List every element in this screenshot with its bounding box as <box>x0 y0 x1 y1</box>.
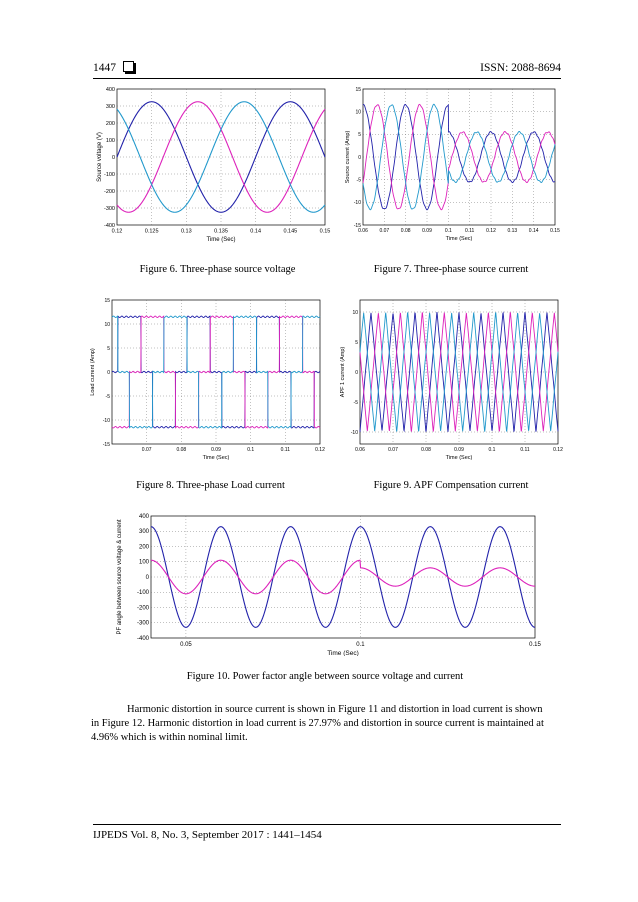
y-axis-label: Source voltage (V) <box>97 132 103 182</box>
x-tick-label: 0.135 <box>214 228 228 235</box>
y-tick-label: 400 <box>138 513 149 520</box>
y-tick-label: 100 <box>138 559 149 566</box>
x-tick-label: 0.1 <box>444 228 452 234</box>
y-axis-label: Load current (Amp) <box>90 348 96 396</box>
y-tick-label: 200 <box>138 544 149 551</box>
figure-10-chart <box>115 510 550 656</box>
y-tick-label: -5 <box>356 177 361 184</box>
y-tick-label: -300 <box>136 620 149 627</box>
y-tick-label: 10 <box>352 309 358 316</box>
plot-area <box>117 89 325 225</box>
x-tick-label: 0.09 <box>422 228 432 234</box>
x-tick-label: 0.06 <box>358 228 368 234</box>
paragraph-line-3: 4.96% which is within nominal limit. <box>91 732 248 743</box>
x-axis-label: Time (Sec) <box>445 455 473 461</box>
x-tick-label: 0.11 <box>280 447 291 453</box>
footer-rule <box>93 824 561 825</box>
x-tick-label: 0.07 <box>141 447 152 453</box>
y-tick-label: -200 <box>136 605 149 612</box>
y-tick-label: 0 <box>111 154 115 161</box>
y-tick-label: 0 <box>145 574 149 581</box>
x-tick-label: 0.1 <box>247 447 255 453</box>
y-tick-label: -5 <box>353 399 358 406</box>
y-tick-label: 5 <box>358 132 361 139</box>
y-tick-label: -200 <box>103 188 115 195</box>
x-tick-label: 0.12 <box>486 228 496 234</box>
paragraph-line-1: Harmonic distortion in source current is shown in Figure 11 and distortion in load current is shown <box>127 704 543 715</box>
figure-6-chart <box>95 87 335 247</box>
y-tick-label: -10 <box>102 417 110 424</box>
x-tick-label: 0.1 <box>488 447 496 453</box>
y-tick-label: 15 <box>104 297 110 304</box>
y-tick-label: 400 <box>105 87 115 93</box>
x-tick-label: 0.12 <box>111 228 123 235</box>
y-tick-label: 5 <box>107 345 110 352</box>
x-axis-label: Time (Sec) <box>202 455 230 461</box>
y-tick-label: -300 <box>103 205 115 212</box>
y-tick-label: -15 <box>102 441 110 448</box>
x-tick-label: 0.12 <box>315 447 325 453</box>
x-tick-label: 0.07 <box>379 228 390 234</box>
y-tick-label: 100 <box>105 137 115 144</box>
x-tick-label: 0.09 <box>454 447 464 453</box>
footer-text: IJPEDS Vol. 8, No. 3, September 2017 : 1441–1454 <box>93 829 322 841</box>
y-tick-label: 10 <box>355 109 361 116</box>
x-tick-label: 0.1 <box>356 642 365 648</box>
y-tick-label: 15 <box>355 87 361 93</box>
x-axis-label: Time (Sec) <box>445 236 473 242</box>
caption-fig6: Figure 6. Three-phase source voltage <box>139 264 296 275</box>
y-tick-label: 0 <box>107 369 110 376</box>
y-axis-label: APF 1 current (Amp) <box>340 346 346 398</box>
x-tick-label: 0.08 <box>421 447 431 453</box>
x-tick-label: 0.15 <box>550 228 560 234</box>
x-tick-label: 0.11 <box>520 447 530 453</box>
y-tick-label: 10 <box>104 321 110 328</box>
y-tick-label: -100 <box>136 590 149 597</box>
y-tick-label: -15 <box>353 222 361 229</box>
x-tick-label: 0.08 <box>400 228 411 234</box>
x-tick-label: 0.11 <box>464 228 475 234</box>
x-axis-label: Time (Sec) <box>327 650 359 656</box>
y-tick-label: -400 <box>136 635 149 642</box>
page-number: 1447 <box>93 62 116 74</box>
x-tick-label: 0.15 <box>529 642 541 648</box>
x-tick-label: 0.14 <box>250 228 262 235</box>
caption-fig8: Figure 8. Three-phase Load current <box>136 480 285 491</box>
y-axis-label: Source current (Amp) <box>345 130 351 184</box>
figure-8-chart <box>88 296 328 466</box>
x-tick-label: 0.145 <box>283 228 298 235</box>
y-axis-label: PF angle between source voltage & current <box>117 519 123 635</box>
y-tick-label: -400 <box>103 222 115 229</box>
y-tick-label: -100 <box>103 171 115 178</box>
header-square-icon <box>123 61 134 72</box>
x-tick-label: 0.125 <box>144 228 159 235</box>
x-tick-label: 0.15 <box>319 228 331 235</box>
header-rule <box>93 78 561 79</box>
caption-fig10: Figure 10. Power factor angle between source voltage and current <box>186 671 464 682</box>
y-tick-label: 0 <box>355 369 358 376</box>
x-axis-label: Time (Sec) <box>206 237 236 243</box>
x-tick-label: 0.12 <box>553 447 563 453</box>
y-tick-label: 300 <box>138 529 149 536</box>
y-tick-label: 0 <box>358 154 361 161</box>
y-tick-label: 5 <box>355 339 358 346</box>
x-tick-label: 0.08 <box>176 447 187 453</box>
figure-7-chart <box>343 87 563 247</box>
caption-fig9: Figure 9. APF Compensation current <box>373 480 529 491</box>
y-tick-label: 200 <box>105 120 115 127</box>
caption-fig7: Figure 7. Three-phase source current <box>373 264 529 275</box>
x-tick-label: 0.06 <box>355 447 365 453</box>
x-tick-label: 0.05 <box>180 642 192 648</box>
y-tick-label: -5 <box>105 393 110 400</box>
y-tick-label: -10 <box>350 429 358 436</box>
x-tick-label: 0.13 <box>180 228 192 235</box>
figure-9-chart <box>338 296 563 466</box>
x-tick-label: 0.14 <box>528 228 539 234</box>
x-tick-label: 0.13 <box>507 228 518 234</box>
issn: ISSN: 2088-8694 <box>480 62 561 74</box>
x-tick-label: 0.07 <box>388 447 398 453</box>
y-tick-label: 300 <box>105 103 115 110</box>
paragraph-line-2: in Figure 12. Harmonic distortion in load current is 27.97% and distortion in source current is maintained at <box>91 718 544 729</box>
y-tick-label: -10 <box>353 200 361 207</box>
x-tick-label: 0.09 <box>211 447 221 453</box>
